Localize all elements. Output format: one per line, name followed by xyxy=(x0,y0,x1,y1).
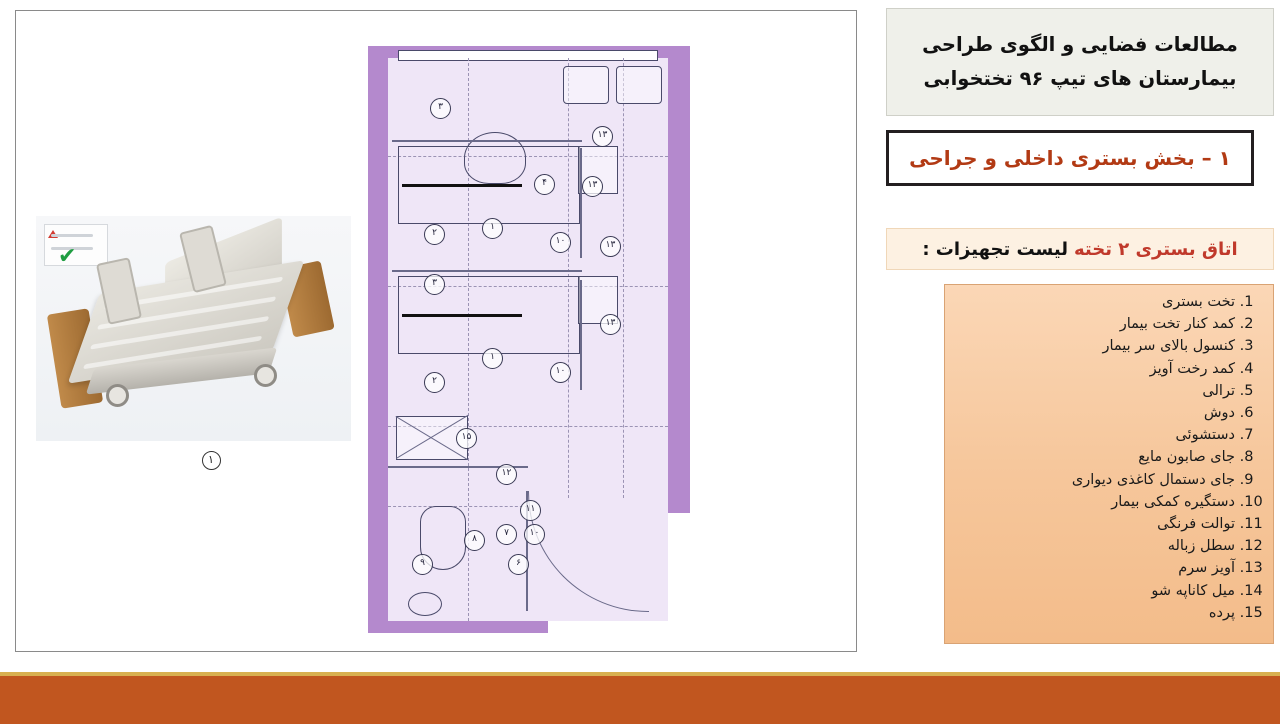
title-line-1: مطالعات فضایی و الگوی طراحی xyxy=(922,32,1238,56)
curtain-track-1 xyxy=(580,148,582,258)
wardrobe-2 xyxy=(616,66,662,104)
list-item: 8. جای صابون مایع xyxy=(955,446,1235,468)
grid-line-h4 xyxy=(388,506,528,507)
photo-caption-number: ۱ xyxy=(202,451,221,470)
callout-4: ۴ xyxy=(534,174,555,195)
window-top xyxy=(398,50,658,61)
console-rail-2 xyxy=(392,270,582,272)
hospital-bed-photo xyxy=(36,216,351,441)
list-item: 5. ترالی xyxy=(955,380,1235,402)
grid-line-v3 xyxy=(623,58,624,498)
wall-left xyxy=(368,46,388,631)
callout-15: ۱۵ xyxy=(456,428,477,449)
list-item: 11. توالت فرنگی xyxy=(955,513,1235,535)
callout-10b: ۱۰ xyxy=(550,362,571,383)
right-info-panel xyxy=(880,0,1280,672)
equipment-room-name: اتاق بستری ۲ تخته xyxy=(1073,238,1238,260)
callout-11: ۱۱ xyxy=(520,500,541,521)
bed-plan-2-bar xyxy=(402,314,522,317)
callout-2b: ۲ xyxy=(424,372,445,393)
title-line-2: بیمارستان های تیپ ۹۶ تختخوابی xyxy=(923,67,1237,90)
callout-13c: ۱۳ xyxy=(600,236,621,257)
list-item: 1. تخت بستری xyxy=(955,291,1235,313)
green-check-icon: ✔ xyxy=(58,244,77,269)
list-item: 4. کمد رخت آویز xyxy=(955,358,1235,380)
list-item: 2. کمد کنار تخت بیمار xyxy=(955,313,1235,335)
equipment-list xyxy=(955,291,1261,624)
list-item: 13. آویز سرم xyxy=(955,557,1235,579)
callout-10c: ۱۰ xyxy=(524,524,545,545)
bed-wheel-1 xyxy=(106,384,129,407)
bed-plan-1-bar xyxy=(402,184,522,187)
section-title-text: ۱ – بخش بستری داخلی و جراحی xyxy=(909,146,1231,170)
floor-drain xyxy=(408,592,442,616)
equipment-header-prefix: لیست تجهیزات : xyxy=(922,238,1068,260)
slide-plan-image-frame xyxy=(15,10,857,652)
list-item: 14. میل کاناپه شو xyxy=(955,580,1235,602)
wardrobe-1 xyxy=(563,66,609,104)
list-item: 9. جای دستمال کاغذی دیواری xyxy=(955,469,1235,491)
callout-10a: ۱۰ xyxy=(550,232,571,253)
presentation-title-card xyxy=(886,8,1274,116)
callout-9: ۹ xyxy=(412,554,433,575)
list-item: 15. پرده xyxy=(955,602,1235,624)
list-item: 10. دستگیره کمکی بیمار xyxy=(955,491,1235,513)
floor-plan-drawing xyxy=(368,36,708,646)
list-item: 3. کنسول بالای سر بیمار xyxy=(955,335,1235,357)
callout-13b: ۱۳ xyxy=(582,176,603,197)
callout-1a: ۱ xyxy=(482,218,503,239)
wall-right-upper xyxy=(668,46,690,496)
callout-3b: ۳ xyxy=(424,274,445,295)
callout-12: ۱۲ xyxy=(496,464,517,485)
slide-footer-bar xyxy=(0,672,1280,724)
equipment-list-box xyxy=(944,284,1274,644)
list-item: 6. دوش xyxy=(955,402,1235,424)
callout-2a: ۲ xyxy=(424,224,445,245)
curtain-track-2 xyxy=(580,280,582,390)
wall-bottom xyxy=(368,621,548,633)
equipment-list-header xyxy=(886,228,1274,270)
callout-3a: ۳ xyxy=(430,98,451,119)
list-item: 7. دستشوئی xyxy=(955,424,1235,446)
callout-8: ۸ xyxy=(464,530,485,551)
callout-6: ۶ xyxy=(508,554,529,575)
callout-13d: ۱۳ xyxy=(600,314,621,335)
callout-7: ۷ xyxy=(496,524,517,545)
diagram-line-1 xyxy=(51,234,93,237)
photo-caption xyxy=(191,451,231,470)
section-title-card xyxy=(886,130,1254,186)
list-item: 12. سطل زباله xyxy=(955,535,1235,557)
bed-wheel-2 xyxy=(254,364,277,387)
callout-1b: ۱ xyxy=(482,348,503,369)
console-rail-1 xyxy=(392,140,582,142)
callout-13a: ۱۳ xyxy=(592,126,613,147)
